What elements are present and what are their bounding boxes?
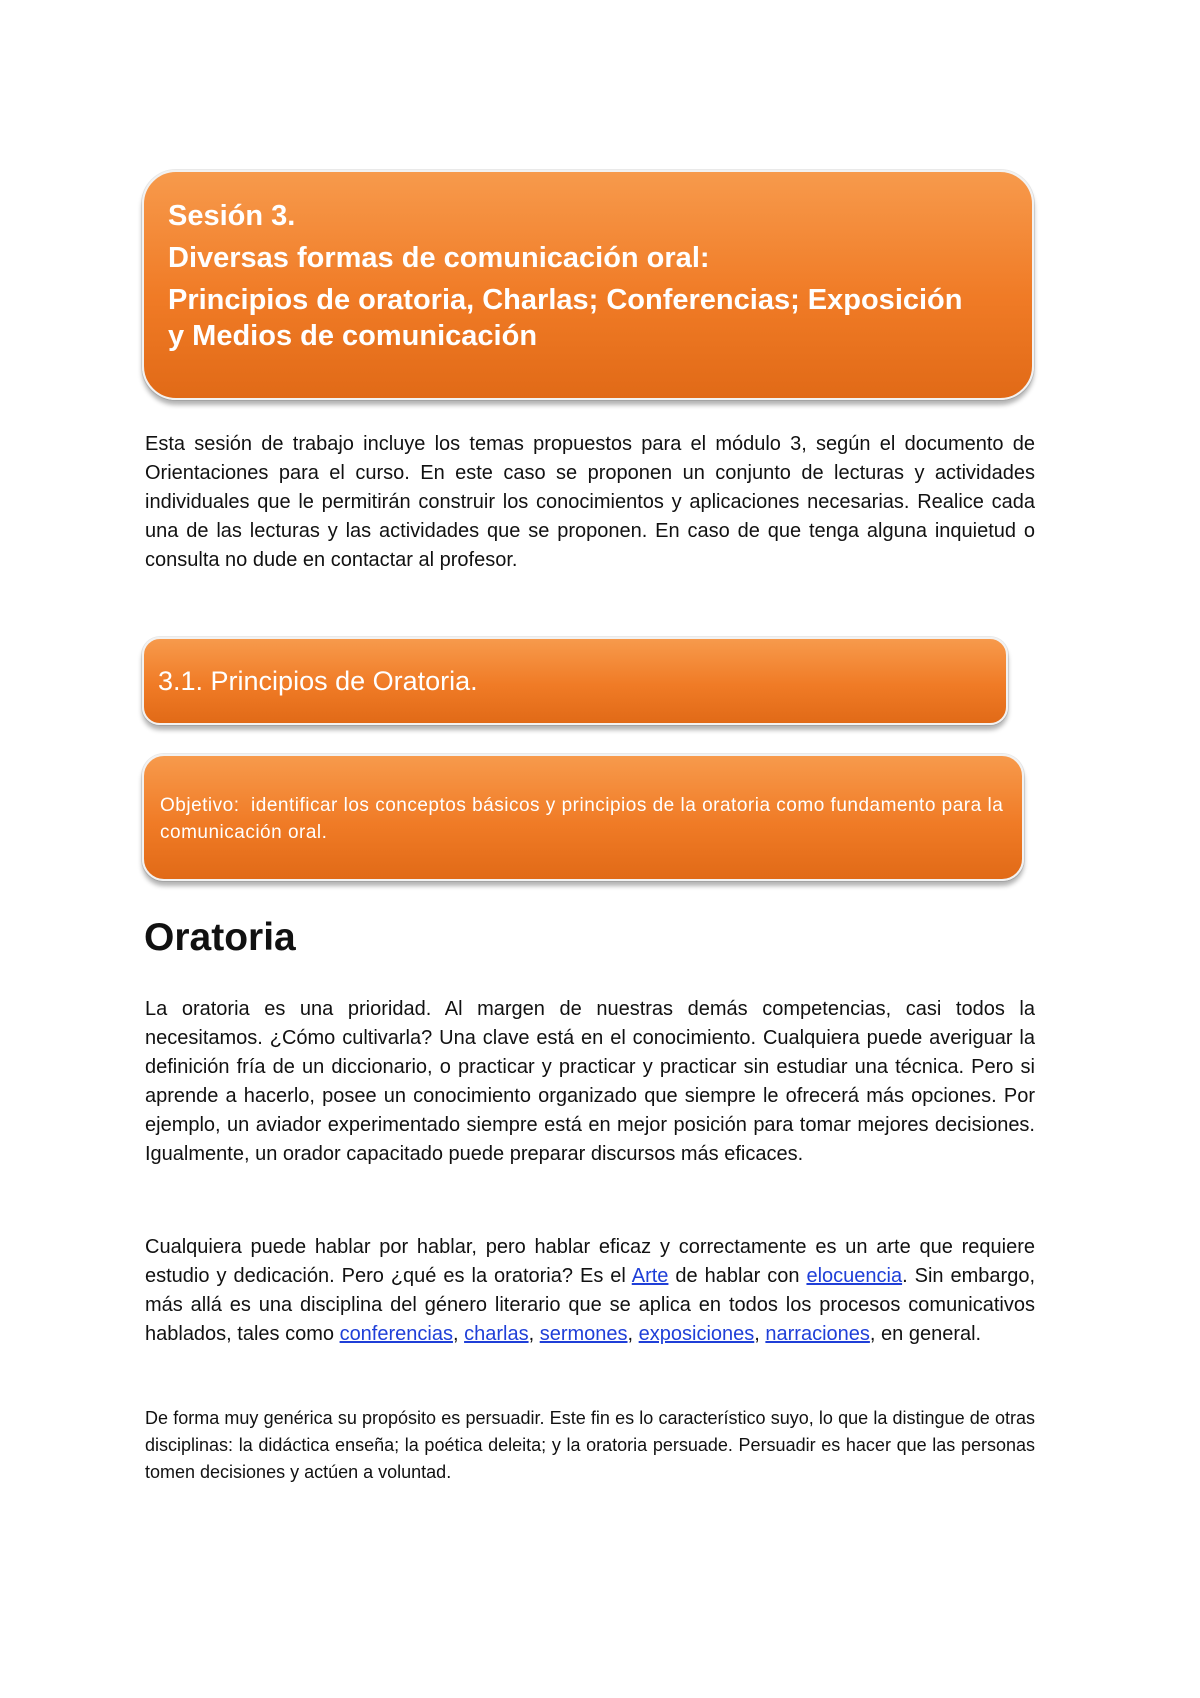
link-charlas[interactable]: charlas — [464, 1323, 529, 1345]
paragraph-2-text-1: Cualquiera puede hablar por hablar, pero hablar eficaz y correctamente es un arte que requiere estudio y dedicación. Pero ¿qué es la oratoria? Es el — [145, 1236, 1035, 1287]
link-narraciones[interactable]: narraciones — [765, 1323, 870, 1345]
objective-text — [160, 792, 1006, 846]
session-subtitle-line2: y Medios de comunicación — [168, 320, 538, 352]
session-number: Sesión 3. — [168, 200, 296, 232]
paragraph-2 — [145, 1233, 1035, 1349]
link-conferencias[interactable]: conferencias — [339, 1323, 453, 1345]
paragraph-2-separator: , — [627, 1323, 639, 1345]
oratoria-heading: Oratoria — [144, 916, 296, 959]
paragraph-3: De forma muy genérica su propósito es persuadir. Este fin es lo característico suyo, lo que la distingue de otras disciplinas: la didáctica enseña; la poética deleita; y la oratoria persuade. Persuadir es hacer que las personas tomen decisiones y actúen a voluntad. — [145, 1408, 1035, 1482]
objective-label: Objetivo: — [160, 795, 240, 816]
session-title: Diversas formas de comunicación oral: — [168, 242, 710, 274]
paragraph-1: La oratoria es una prioridad. Al margen de nuestras demás competencias, casi todos la necesitamos. ¿Cómo cultivarla? Una clave está en el conocimiento. Cualquiera puede averiguar la definición fría de un diccionario, o practicar y practicar y practicar sin estudiar una técnica. Pero si aprende a hacerlo, posee un conocimiento organizado que siempre le ofrecerá más opciones. Por ejemplo, un aviador experimentado siempre está en mejor posición para tomar mejores decisiones. Igualmente, un orador capacitado puede preparar discursos más eficaces. — [145, 998, 1035, 1165]
paragraph-2-text-2: de hablar con — [668, 1265, 807, 1287]
link-arte[interactable]: Arte — [631, 1265, 669, 1287]
paragraph-2-separator: , — [754, 1323, 766, 1345]
section-title: 3.1. Principios de Oratoria. — [158, 666, 478, 696]
link-elocuencia[interactable]: elocuencia — [806, 1265, 903, 1287]
paragraph-2-text-4: , en general. — [869, 1323, 982, 1345]
paragraph-2-separator: , — [528, 1323, 540, 1345]
section-title-box — [142, 637, 1008, 725]
objective-box — [142, 754, 1024, 881]
session-header-box — [142, 170, 1034, 400]
objective-description: identificar los conceptos básicos y principios de la oratoria como fundamento para la comunicación oral. — [160, 795, 1004, 843]
link-exposiciones[interactable]: exposiciones — [638, 1323, 755, 1345]
paragraph-2-separator: , — [452, 1323, 465, 1345]
session-subtitle-line1: Principios de oratoria, Charlas; Conferencias; Exposición — [168, 284, 963, 316]
link-sermones[interactable]: sermones — [539, 1323, 628, 1345]
intro-paragraph: Esta sesión de trabajo incluye los temas propuestos para el módulo 3, según el documento de Orientaciones para el curso. En este caso se proponen un conjunto de lecturas y actividades individuales que le permitirán construir los conocimientos y aplicaciones necesarias. Realice cada una de las lecturas y las actividades que se proponen. En caso de que tenga alguna inquietud o consulta no dude en contactar al profesor. — [145, 433, 1035, 571]
paragraph-2-text-3: . Sin embargo, más allá es una disciplina del género literario que se aplica en todos los procesos comunicativos hablados, tales como — [145, 1265, 1035, 1345]
